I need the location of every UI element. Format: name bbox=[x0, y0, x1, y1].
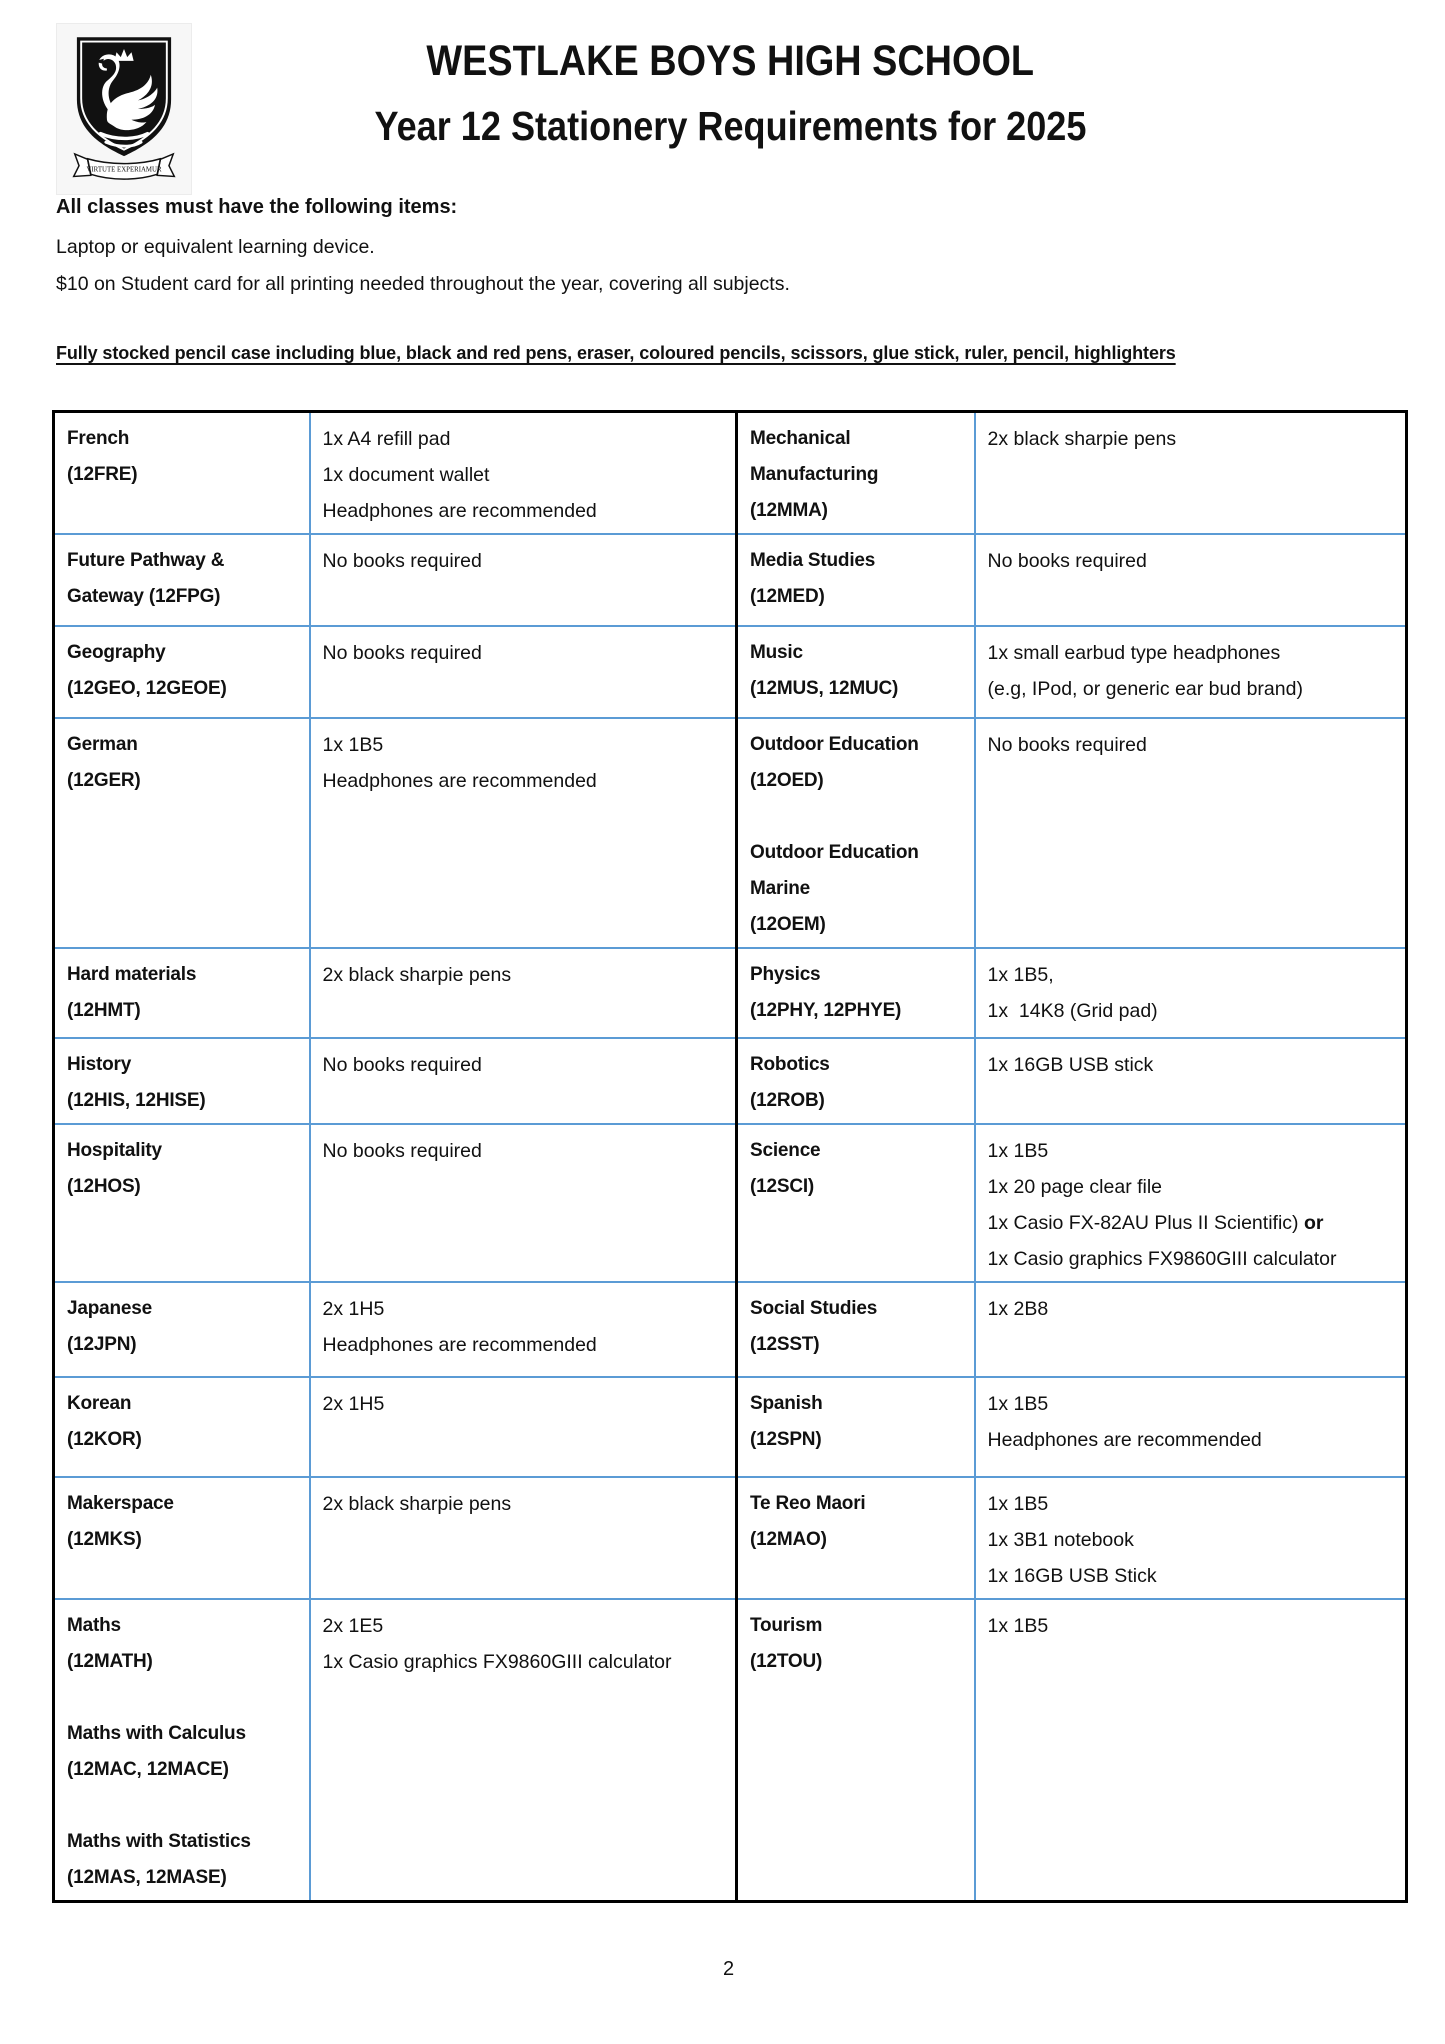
cell-line: Marine bbox=[750, 878, 811, 899]
cell-line: (e.g, IPod, or generic ear bud brand) bbox=[987, 678, 1303, 700]
cell-line: (12MATH) bbox=[67, 1651, 153, 1672]
cell-line: (12SST) bbox=[750, 1334, 820, 1355]
table-row bbox=[54, 718, 1407, 948]
cell-line: 1x 16GB USB Stick bbox=[987, 1565, 1157, 1587]
subject-cell bbox=[737, 1282, 975, 1377]
items-cell bbox=[975, 1124, 1407, 1282]
cell-line: Robotics bbox=[750, 1054, 830, 1075]
cell-line bbox=[67, 1680, 299, 1716]
cell-line: Japanese bbox=[67, 1298, 153, 1319]
cell-line: Headphones are recommended bbox=[322, 500, 597, 522]
cell-line: Media Studies bbox=[750, 550, 876, 571]
subject-cell bbox=[54, 626, 310, 718]
cell-line: Headphones are recommended bbox=[322, 1334, 597, 1356]
cell-line: (12MUS, 12MUC) bbox=[750, 678, 899, 699]
school-name-title bbox=[56, 37, 1405, 85]
items-cell bbox=[975, 1599, 1407, 1902]
cell-line: (12FRE) bbox=[67, 464, 138, 485]
items-cell bbox=[975, 1282, 1407, 1377]
table-row bbox=[54, 1477, 1407, 1599]
items-cell bbox=[310, 1038, 737, 1124]
cell-line: No books required bbox=[322, 642, 482, 664]
cell-line: (12PHY, 12PHYE) bbox=[750, 1000, 902, 1021]
cell-line: Gateway (12FPG) bbox=[67, 586, 221, 607]
cell-line: (12SPN) bbox=[750, 1429, 822, 1450]
cell-line: 1x 16GB USB stick bbox=[987, 1054, 1154, 1076]
crest-motto-text: VIRTUTE EXPERIAMUR bbox=[86, 166, 162, 174]
cell-line: Physics bbox=[750, 964, 821, 985]
cell-line: Maths bbox=[67, 1615, 121, 1636]
items-cell bbox=[975, 412, 1407, 535]
cell-line: (12MED) bbox=[750, 586, 825, 607]
cell-line: Geography bbox=[67, 642, 166, 663]
cell-line: (12ROB) bbox=[750, 1090, 825, 1111]
table-row bbox=[54, 412, 1407, 535]
cell-line: 2x 1H5 bbox=[322, 1393, 385, 1415]
cell-line: (12GER) bbox=[67, 770, 141, 791]
page-number: 2 bbox=[722, 1958, 735, 1980]
cell-line: Headphones are recommended bbox=[987, 1429, 1262, 1451]
stationery-table-body bbox=[54, 412, 1407, 1902]
school-name-text: WESTLAKE BOYS HIGH SCHOOL bbox=[426, 37, 1035, 85]
subject-cell bbox=[737, 626, 975, 718]
cell-line: 1x 1B5 bbox=[987, 1140, 1049, 1162]
cell-line: Hard materials bbox=[67, 964, 197, 985]
cell-line: No books required bbox=[987, 734, 1147, 756]
cell-line: (12HOS) bbox=[67, 1176, 141, 1197]
cell-line: History bbox=[67, 1054, 132, 1075]
cell-line bbox=[67, 1788, 299, 1824]
cell-line: Science bbox=[750, 1140, 821, 1161]
items-cell bbox=[310, 1477, 737, 1599]
items-cell bbox=[975, 948, 1407, 1038]
cell-line: 1x document wallet bbox=[322, 464, 490, 486]
cell-line: German bbox=[67, 734, 138, 755]
cell-line: 2x black sharpie pens bbox=[987, 428, 1177, 450]
cell-line: Tourism bbox=[750, 1615, 823, 1636]
items-cell bbox=[310, 948, 737, 1038]
subject-cell bbox=[737, 1038, 975, 1124]
cell-line: (12MMA) bbox=[750, 500, 828, 521]
cell-line: 1x 3B1 notebook bbox=[987, 1529, 1134, 1551]
items-cell bbox=[975, 718, 1407, 948]
cell-line: No books required bbox=[987, 550, 1147, 572]
cell-line: (12SCI) bbox=[750, 1176, 815, 1197]
subject-cell bbox=[737, 1377, 975, 1477]
cell-line: Spanish bbox=[750, 1393, 823, 1414]
cell-line: (12GEO, 12GEOE) bbox=[67, 678, 227, 699]
subject-cell bbox=[54, 718, 310, 948]
table-row bbox=[54, 626, 1407, 718]
cell-line: 2x black sharpie pens bbox=[322, 1493, 512, 1515]
intro-line-laptop: Laptop or equivalent learning device. bbox=[56, 236, 375, 258]
cell-line: (12KOR) bbox=[67, 1429, 142, 1450]
subject-cell bbox=[737, 718, 975, 948]
subject-cell bbox=[737, 1599, 975, 1902]
items-cell bbox=[310, 626, 737, 718]
cell-line bbox=[750, 799, 964, 835]
cell-line: (12MAS, 12MASE) bbox=[67, 1867, 227, 1888]
cell-line: (12OEM) bbox=[750, 914, 826, 935]
cell-line: French bbox=[67, 428, 130, 449]
subject-cell bbox=[54, 1124, 310, 1282]
items-cell bbox=[310, 1282, 737, 1377]
stationery-table bbox=[52, 410, 1408, 1903]
items-cell bbox=[310, 718, 737, 948]
cell-line: Social Studies bbox=[750, 1298, 878, 1319]
subject-cell bbox=[737, 1124, 975, 1282]
subject-cell bbox=[54, 412, 310, 535]
cell-line: 2x 1E5 bbox=[322, 1615, 384, 1637]
intro-line-printing: $10 on Student card for all printing needed throughout the year, covering all subjects. bbox=[56, 273, 790, 295]
cell-line: Maths with Calculus bbox=[67, 1723, 246, 1744]
items-cell bbox=[975, 626, 1407, 718]
cell-line: (12MAO) bbox=[750, 1529, 827, 1550]
cell-line: Manufacturing bbox=[750, 464, 879, 485]
subject-cell bbox=[54, 1477, 310, 1599]
cell-line: (12OED) bbox=[750, 770, 824, 791]
cell-line: Korean bbox=[67, 1393, 132, 1414]
items-cell bbox=[975, 1377, 1407, 1477]
table-row bbox=[54, 1377, 1407, 1477]
cell-line: Te Reo Maori bbox=[750, 1493, 866, 1514]
table-row bbox=[54, 1599, 1407, 1902]
cell-line: 2x black sharpie pens bbox=[322, 964, 512, 986]
cell-line: No books required bbox=[322, 1140, 482, 1162]
items-cell bbox=[310, 1599, 737, 1902]
motto-banner bbox=[74, 154, 175, 179]
subject-cell bbox=[54, 1377, 310, 1477]
cell-line: 1x Casio graphics FX9860GIII calculator bbox=[322, 1651, 672, 1673]
cell-line: 1x small earbud type headphones bbox=[987, 642, 1281, 664]
subject-cell bbox=[737, 534, 975, 626]
cell-line: 2x 1H5 bbox=[322, 1298, 385, 1320]
table-row bbox=[54, 948, 1407, 1038]
subject-cell bbox=[54, 948, 310, 1038]
items-cell bbox=[310, 1124, 737, 1282]
cell-line: Headphones are recommended bbox=[322, 770, 597, 792]
cell-line: 1x 1B5, bbox=[987, 964, 1054, 986]
subject-cell bbox=[54, 534, 310, 626]
intro-heading: All classes must have the following items: bbox=[56, 196, 458, 218]
cell-line: 1x A4 refill pad bbox=[322, 428, 451, 450]
cell-line: 1x 14K8 (Grid pad) bbox=[987, 1000, 1158, 1022]
table-row bbox=[54, 1038, 1407, 1124]
cell-line: 1x 1B5 bbox=[322, 734, 384, 756]
items-cell bbox=[310, 412, 737, 535]
subject-cell bbox=[737, 1477, 975, 1599]
pencil-case-note: Fully stocked pencil case including blue, black and red pens, eraser, coloured pencils, scissors, glue stick, ruler, pencil, highlighters bbox=[56, 343, 1176, 363]
cell-line: (12HMT) bbox=[67, 1000, 141, 1021]
cell-line: 1x 1B5 bbox=[987, 1615, 1049, 1637]
cell-line: 1x 20 page clear file bbox=[987, 1176, 1163, 1198]
subject-cell bbox=[737, 948, 975, 1038]
items-cell bbox=[975, 1038, 1407, 1124]
cell-line: Mechanical bbox=[750, 428, 851, 449]
cell-line: No books required bbox=[322, 550, 482, 572]
cell-line: Future Pathway & bbox=[67, 550, 225, 571]
cell-line: (12JPN) bbox=[67, 1334, 137, 1355]
cell-line: Maths with Statistics bbox=[67, 1831, 251, 1852]
cell-line: 1x Casio graphics FX9860GIII calculator bbox=[987, 1248, 1337, 1270]
items-cell bbox=[975, 1477, 1407, 1599]
items-cell bbox=[310, 1377, 737, 1477]
cell-line: (12TOU) bbox=[750, 1651, 823, 1672]
cell-line: Music bbox=[750, 642, 803, 663]
subject-cell bbox=[54, 1038, 310, 1124]
table-row bbox=[54, 1124, 1407, 1282]
cell-line: 1x Casio FX-82AU Plus II Scientific) or bbox=[987, 1212, 1324, 1234]
cell-line: (12MAC, 12MACE) bbox=[67, 1759, 229, 1780]
document-title-text: Year 12 Stationery Requirements for 2025 bbox=[374, 103, 1087, 149]
table-row bbox=[54, 534, 1407, 626]
cell-line: Hospitality bbox=[67, 1140, 162, 1161]
document-title bbox=[56, 103, 1405, 149]
cell-line: No books required bbox=[322, 1054, 482, 1076]
cell-line: (12HIS, 12HISE) bbox=[67, 1090, 206, 1111]
subject-cell bbox=[54, 1599, 310, 1902]
items-cell bbox=[975, 534, 1407, 626]
cell-line: Outdoor Education bbox=[750, 734, 919, 755]
items-cell bbox=[310, 534, 737, 626]
cell-line: 1x 2B8 bbox=[987, 1298, 1049, 1320]
subject-cell bbox=[737, 412, 975, 535]
table-row bbox=[54, 1282, 1407, 1377]
cell-line: (12MKS) bbox=[67, 1529, 142, 1550]
cell-line: Outdoor Education bbox=[750, 842, 919, 863]
subject-cell bbox=[54, 1282, 310, 1377]
cell-line: Makerspace bbox=[67, 1493, 174, 1514]
cell-line: 1x 1B5 bbox=[987, 1493, 1049, 1515]
cell-line: 1x 1B5 bbox=[987, 1393, 1049, 1415]
